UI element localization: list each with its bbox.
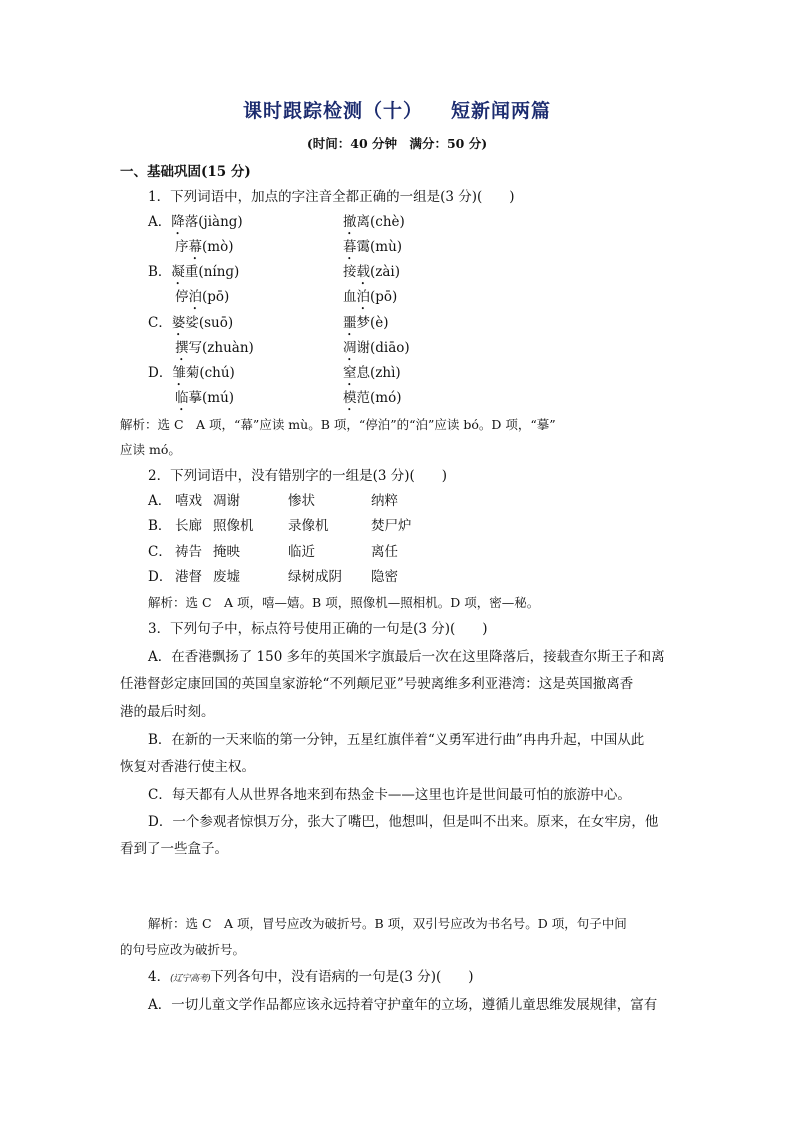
q1-option-b2-left: 停泊(pō) (175, 289, 230, 305)
question-1-stem: 1．下列词语中，加点的字注音全都正确的一组是(3 分)( ) (148, 189, 515, 205)
q1-analysis: 解析：选 C A 项，“幕”应读 mù。B 项，“停泊”的“泊”应读 bó。D 项，“摹” (120, 417, 556, 432)
q1-option-c-left: C．婆娑(suō) (148, 315, 234, 331)
page-title (0, 96, 794, 123)
q2-option-a-c4: 纳粹 (371, 493, 398, 509)
q1-option-a2-left: 序幕(mò) (175, 239, 234, 255)
q1-option-a-left: A．降落(jiàng) (148, 214, 243, 230)
q1-option-b-left: B．凝重(nínɡ) (148, 264, 240, 280)
q1-option-c2-left: 撰写(zhuàn) (175, 340, 254, 356)
q1-option-d-right: 窒息(zhì) (343, 365, 401, 381)
q2-option-a-c3: 惨状 (288, 493, 315, 509)
q2-option-b-c1: 长廊 (175, 518, 202, 534)
q1-option-d2-left: 临摹(mú) (175, 390, 235, 406)
section-heading: 一、基础巩固(15 分) (120, 164, 251, 180)
q3-option-c: C．每天都有人从世界各地来到布热金卡——这里也许是世间最可怕的旅游中心。 (148, 787, 631, 803)
q1-option-c2-right: 凋谢(diāo) (343, 340, 410, 356)
title-article: 短新闻两篇 (451, 100, 552, 122)
q2-option-d-c4: 隐密 (371, 569, 398, 585)
question-4-stem: 4．(辽宁高考)下列各句中，没有语病的一句是(3 分)( ) (148, 969, 474, 985)
question-3-stem: 3．下列句子中，标点符号使用正确的一句是(3 分)( ) (148, 621, 488, 637)
q1-option-d-left: D．雏菊(chú) (148, 365, 235, 381)
q3-option-d-line2: 看到了一些盒子。 (120, 841, 228, 857)
q1-option-c-right: 噩梦(è) (343, 315, 389, 331)
q3-analysis: 解析：选 C A 项，冒号应改为破折号。B 项，双引号应改为书名号。D 项，句子中间 (148, 916, 627, 931)
q2-option-d-c3: 绿树成阴 (288, 569, 342, 585)
q2-option-d-c1: 港督 (175, 569, 202, 585)
q2-option-c-c1: 祷告 (175, 544, 202, 560)
q2-option-c-c3: 临近 (288, 544, 315, 560)
q2-option-c-c4: 离任 (371, 544, 398, 560)
q2-option-b-c3: 录像机 (288, 518, 329, 534)
q1-option-b-right: 接载(zài) (343, 264, 401, 280)
q2-option-c-label: C． (148, 544, 172, 560)
q3-option-a-line3: 港的最后时刻。 (120, 704, 215, 720)
question-2-stem: 2．下列词语中，没有错别字的一组是(3 分)( ) (148, 468, 448, 484)
exam-info: (时间：40 分钟 满分：50 分) (306, 136, 488, 151)
q1-option-a2-right: 暮霭(mù) (343, 239, 403, 255)
q1-analysis-cont: 应读 mó。 (120, 442, 181, 457)
q2-option-b-c4: 焚尸炉 (371, 518, 412, 534)
q2-option-a-c1: 嘻戏 (175, 493, 202, 509)
q2-analysis: 解析：选 C A 项，嘻—嬉。B 项，照像机—照相机。D 项，密—秘。 (148, 595, 540, 610)
q2-option-a-label: A． (148, 493, 172, 509)
q3-option-b-line1: B．在新的一天来临的第一分钟，五星红旗伴着“义勇军进行曲”冉冉升起，中国从此 (148, 732, 645, 748)
q3-option-b-line2: 恢复对香港行使主权。 (120, 759, 255, 775)
q1-option-b2-right: 血泊(pō) (343, 289, 398, 305)
q3-option-a-line2: 任港督彭定康回国的英国皇家游轮“不列颠尼亚”号驶离维多利亚港湾：这是英国撤离香 (120, 676, 634, 692)
q3-analysis-cont: 的句号应改为破折号。 (120, 942, 246, 957)
q1-option-d2-right: 模范(mó) (343, 390, 402, 406)
q2-option-c-c2: 掩映 (213, 544, 240, 560)
question-source-tag: (辽宁高考) (170, 974, 211, 984)
q2-option-a-c2: 凋谢 (213, 493, 240, 509)
q1-option-a-right: 撤离(chè) (343, 214, 405, 230)
q3-option-a-line1: A．在香港飘扬了 150 多年的英国米字旗最后一次在这里降落后，接载查尔斯王子和离 (148, 649, 665, 665)
q2-option-b-label: B． (148, 518, 172, 534)
q2-option-d-label: D． (148, 569, 173, 585)
q2-option-b-c2: 照像机 (213, 518, 254, 534)
q2-option-d-c2: 废墟 (213, 569, 240, 585)
title-main: 课时跟踪检测（十） (242, 100, 423, 122)
q4-option-a-line1: A．一切儿童文学作品都应该永远持着守护童年的立场，遵循儿童思维发展规律，富有 (148, 997, 658, 1013)
q3-option-d-line1: D．一个参观者惊惧万分，张大了嘴巴，他想叫，但是叫不出来。原来，在女牢房，他 (148, 814, 659, 830)
